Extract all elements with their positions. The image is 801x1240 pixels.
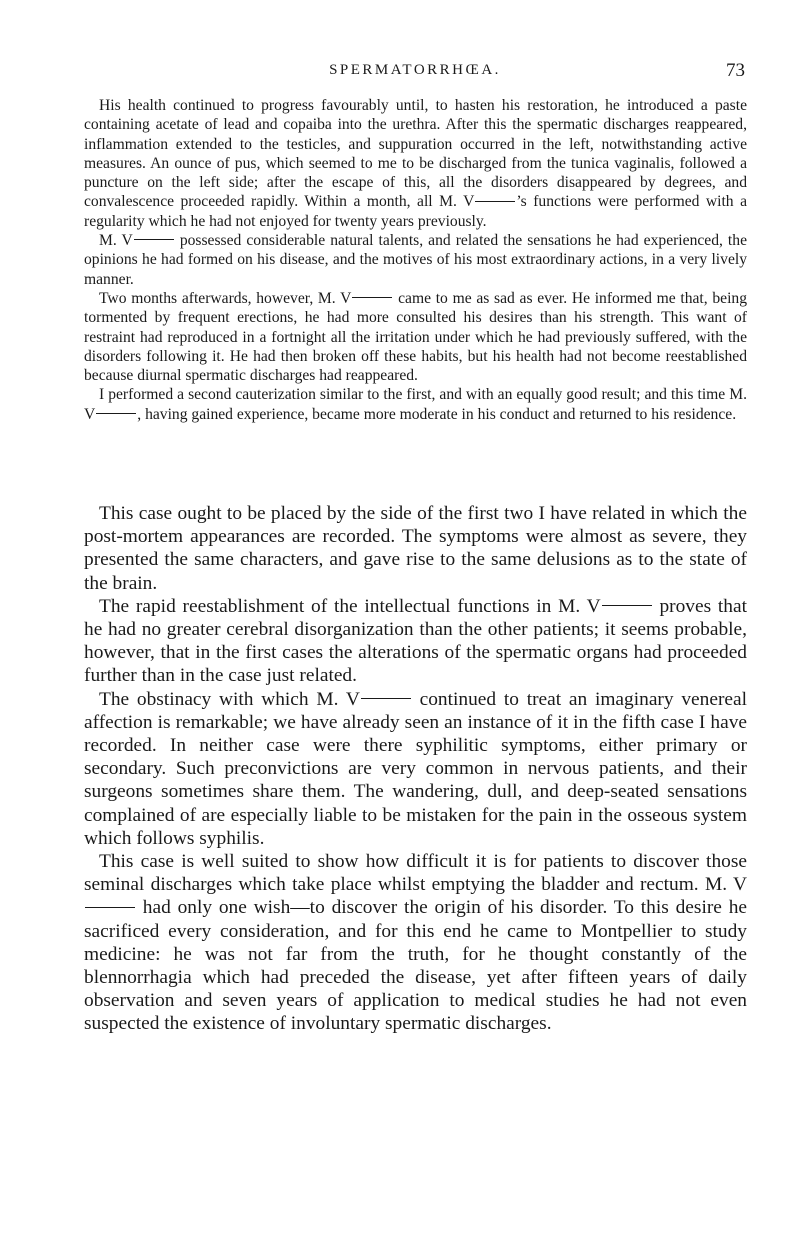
text-run: Two months afterwards, however, M. V (99, 289, 352, 307)
text-run: proves that he had no greater cerebral disorganization than the other patients; it seems probable, however, that in the first cases the alterations of the spermatic organs had proceeded further than in the case just related. (84, 595, 748, 687)
paragraph (84, 850, 747, 1036)
name-dash (134, 239, 174, 240)
name-dash (96, 413, 136, 414)
name-dash (475, 201, 515, 202)
paragraph (84, 385, 747, 424)
running-title: SPERMATORRHŒA. (329, 62, 501, 78)
paragraph (84, 502, 747, 595)
paragraph (84, 96, 747, 231)
large-print-section (84, 502, 747, 1036)
small-print-section (84, 96, 747, 424)
text-run: had only one wish—to discover the origin of his disorder. To this desire he sacrificed every consideration, and for this end he came to Montpellier to study medicine: he was not far from the truth, for he thought constantly of the blennorrhagia which had preceded the disease, yet after fifteen years of daily observation and seven years of application to medical studies he had not even suspected the existence of involuntary spermatic discharges. (84, 897, 747, 1035)
text-run: The obstinacy with which M. V (99, 688, 360, 710)
text-run: M. V (99, 232, 133, 250)
text-run: This case ought to be placed by the side of the first two I have related in which the post-mortem appearances are recorded. The symptoms were almost as severe, they presented the same characters, and gave rise to the same delusions as to the state of the brain. (84, 503, 747, 594)
text-run: His health continued to progress favourably until, to hasten his restoration, he introduced a paste containing acetate of lead and copaiba into the urethra. After this the spermatic discharges reappeared, inflammation extended to the testicles, and suppuration occurred in the left, notwithstanding active measures. An ounce of pus, which seemed to me to be discharged from the tunica vaginalis, followed a puncture on the left side; after the escape of this, all the disorders disappeared by degrees, and convalescence proceeded rapidly. Within a month, all M. V (84, 97, 747, 211)
text-run: , having gained experience, became more moderate in his conduct and returned to his residence. (137, 405, 737, 423)
text-run: I performed a second cauterization similar to the first, and with an equally good result; and this time M. V (84, 386, 747, 423)
paragraph (84, 231, 747, 289)
name-dash (85, 907, 135, 908)
text-run: came to me as sad as ever. He informed me that, being tormented by frequent erections, he had more consulted his desires than his strength. This want of restraint had reproduced in a fortnight all the irritation under which he had previously suffered, with the disorders following it. He had then broken off these habits, but his health had not become reestablished because diurnal spermatic discharges had reappeared. (84, 289, 748, 385)
text-run: possessed considerable natural talents, and related the sensations he had experienced, the opinions he had formed on his disease, and the motives of his most extraordinary actions, in a very lively manner. (84, 232, 747, 288)
text-run: The rapid reestablishment of the intellectual functions in M. V (99, 595, 601, 617)
name-dash (361, 698, 411, 699)
name-dash (602, 605, 652, 606)
paragraph (84, 688, 747, 850)
text-run: This case is well suited to show how difficult it is for patients to discover those seminal discharges which take place whilst emptying the bladder and rectum. M. V (84, 851, 747, 896)
paragraph (84, 595, 747, 688)
page-header (85, 62, 745, 86)
paragraph (84, 289, 747, 385)
text-run: continued to treat an imaginary venereal affection is remarkable; we have already seen an instance of it in the fifth case I have recorded. In neither case were there syphilitic symptoms, either primary or secondary. Such preconvictions are very common in nervous patients, and their surgeons sometimes share them. The wandering, dull, and deep-seated sensations complained of are especially liable to be mistaken for the pain in the osseous system which follows syphilis. (84, 688, 748, 849)
page-number: 73 (726, 60, 745, 81)
text-run: ’s functions were performed with a regularity which he had not enjoyed for twenty years previously. (84, 193, 747, 230)
name-dash (352, 297, 392, 298)
